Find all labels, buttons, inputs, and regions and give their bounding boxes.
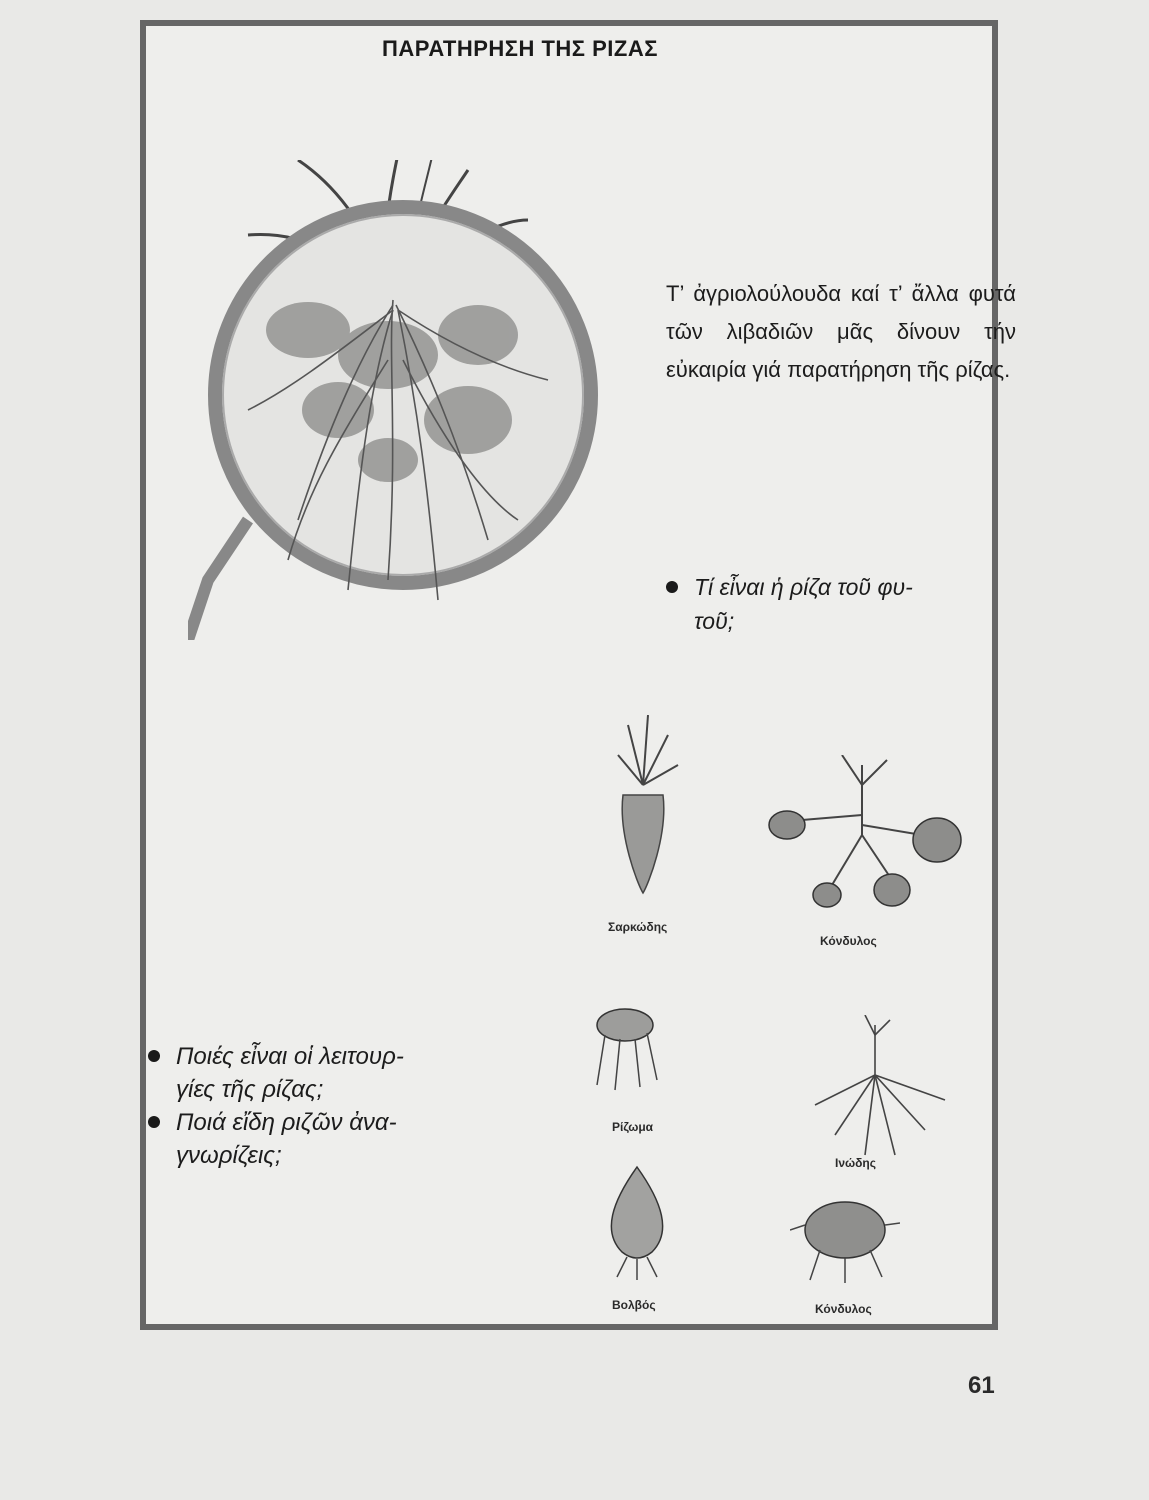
caption-rizoma: Ρίζωμα [612,1120,654,1134]
page-title: ΠΑΡΑΤΗΡΗΣΗ ΤΗΣ ΡΙΖΑΣ [382,36,658,61]
question-1-line-1: Τί εἶναι ἡ ρίζα τοῦ φυ- [694,574,913,600]
caption-sarkodis: Σαρκώδης [608,920,668,934]
tuber-drawing-1 [762,755,972,915]
caption-kondylos-1: Κόνδυλος [820,934,877,948]
tuber-drawing-2 [790,1185,900,1285]
questions-root-functions-types [148,1040,528,1172]
magnifier-root-illustration [188,160,608,640]
caption-kondylos-2: Κόνδυλος [815,1302,872,1316]
fleshy-root-drawing [598,715,688,895]
question-1-line-2: τοῦ; [694,608,735,634]
question-2-line-1: Ποιές εἶναι οἱ λειτουρ- [176,1043,404,1070]
fibrous-root-drawing [795,1015,955,1165]
bullet-icon [666,581,678,593]
intro-paragraph: Τ’ ἀγριολούλουδα καί τ’ ἄλλα φυτά τῶν λιβαδιῶν μᾶς δίνουν τήν εὐκαιρία γιά παρατήρηση τῆς ρίζας. [666,281,1016,382]
bulb-drawing [592,1162,682,1282]
caption-volvos: Βολβός [612,1298,656,1312]
bullet-icon [148,1116,160,1128]
caption-inodis: Ινώδης [835,1156,876,1170]
page-number: 61 [968,1372,995,1399]
bullet-icon [148,1050,160,1062]
question-what-is-root [666,570,1016,638]
question-3-line-1: Ποιά εἴδη ριζῶν ἀνα- [176,1109,397,1136]
question-2-line-2: γίες τῆς ρίζας; [176,1076,324,1103]
rhizome-drawing [585,995,665,1095]
question-3-line-2: γνωρίζεις; [176,1142,282,1169]
